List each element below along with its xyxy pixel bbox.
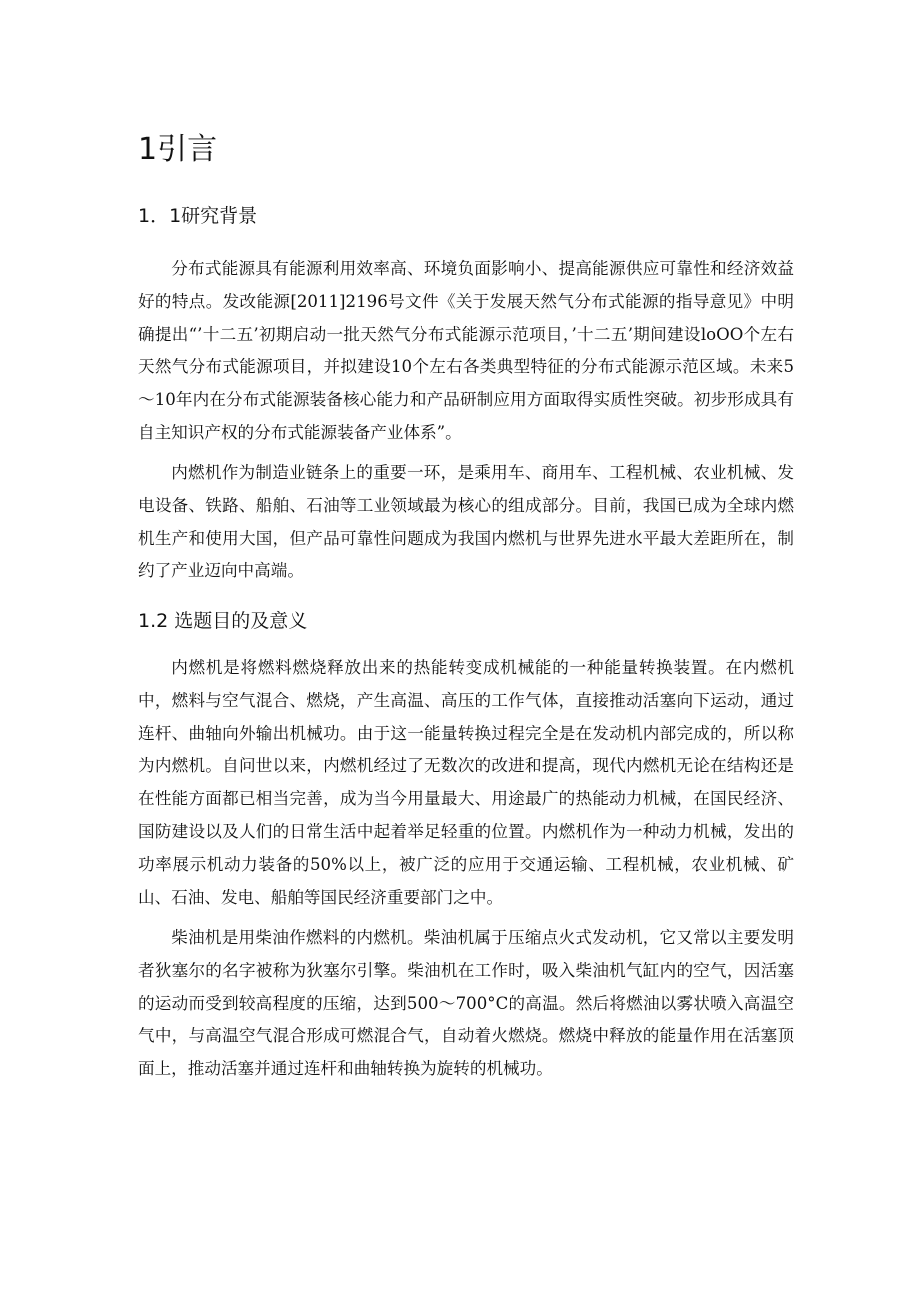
chapter-title: 1引言: [138, 132, 218, 167]
paragraph-ice-industry: 内燃机作为制造业链条上的重要一环，是乘用车、商用车、工程机械、农业机械、发电设备、铁路、船舶、石油等工业领域最为核心的组成部分。目前，我国已成为全球内燃机生产和使用大国，但产品可靠性问题成为我国内燃机与世界先进水平最大差距所在，制约了产业迈向中高端。: [138, 463, 794, 581]
paragraph-distributed-energy: 分布式能源具有能源利用效率高、环境负面影响小、提高能源供应可靠性和经济效益好的特点。发改能源[2011]2196号文件《关于发展天然气分布式能源的指导意见》中明确提出“’十二五’初期启动一批天然气分布式能源示范项目，’十二五’期间建设loOO个左右天然气分布式能源项目，并拟建设10个左右各类典型特征的分布式能源示范区域。未来5～10年内在分布式能源装备核心能力和产品研制应用方面取得实质性突破。初步形成具有自主知识产权的分布式能源装备产业体系”。: [138, 259, 794, 442]
section-heading-background: 1．1研究背景: [138, 205, 258, 227]
section-heading-purpose: 1.2 选题目的及意义: [138, 610, 308, 632]
paragraph-ice-definition: 内燃机是将燃料燃烧释放出来的热能转变成机械能的一种能量转换装置。在内燃机中，燃料与空气混合、燃烧，产生高温、高压的工作气体，直接推动活塞向下运动，通过连杆、曲轴向外输出机械功。由于这一能量转换过程完全是在发动机内部完成的，所以称为内燃机。自问世以来，内燃机经过了无数次的改进和提高，现代内燃机无论在结构还是在性能方面都已相当完善，成为当今用量最大、用途最广的热能动力机械，在国民经济、国防建设以及人们的日常生活中起着举足轻重的位置。内燃机作为一种动力机械，发出的功率展示机动力装备的50%以上，被广泛的应用于交通运输、工程机械，农业机械、矿山、石油、发电、船舶等国民经济重要部门之中。: [138, 658, 794, 907]
paragraph-diesel-engine: 柴油机是用柴油作燃料的内燃机。柴油机属于压缩点火式发动机，它又常以主要发明者狄塞尔的名字被称为狄塞尔引擎。柴油机在工作时，吸入柴油机气缸内的空气，因活塞的运动而受到较高程度的压缩，达到500～700°C的高温。然后将燃油以雾状喷入高温空气中，与高温空气混合形成可燃混合气，自动着火燃烧。燃烧中释放的能量作用在活塞顶面上，推动活塞并通过连杆和曲轴转换为旋转的机械功。: [138, 928, 794, 1079]
